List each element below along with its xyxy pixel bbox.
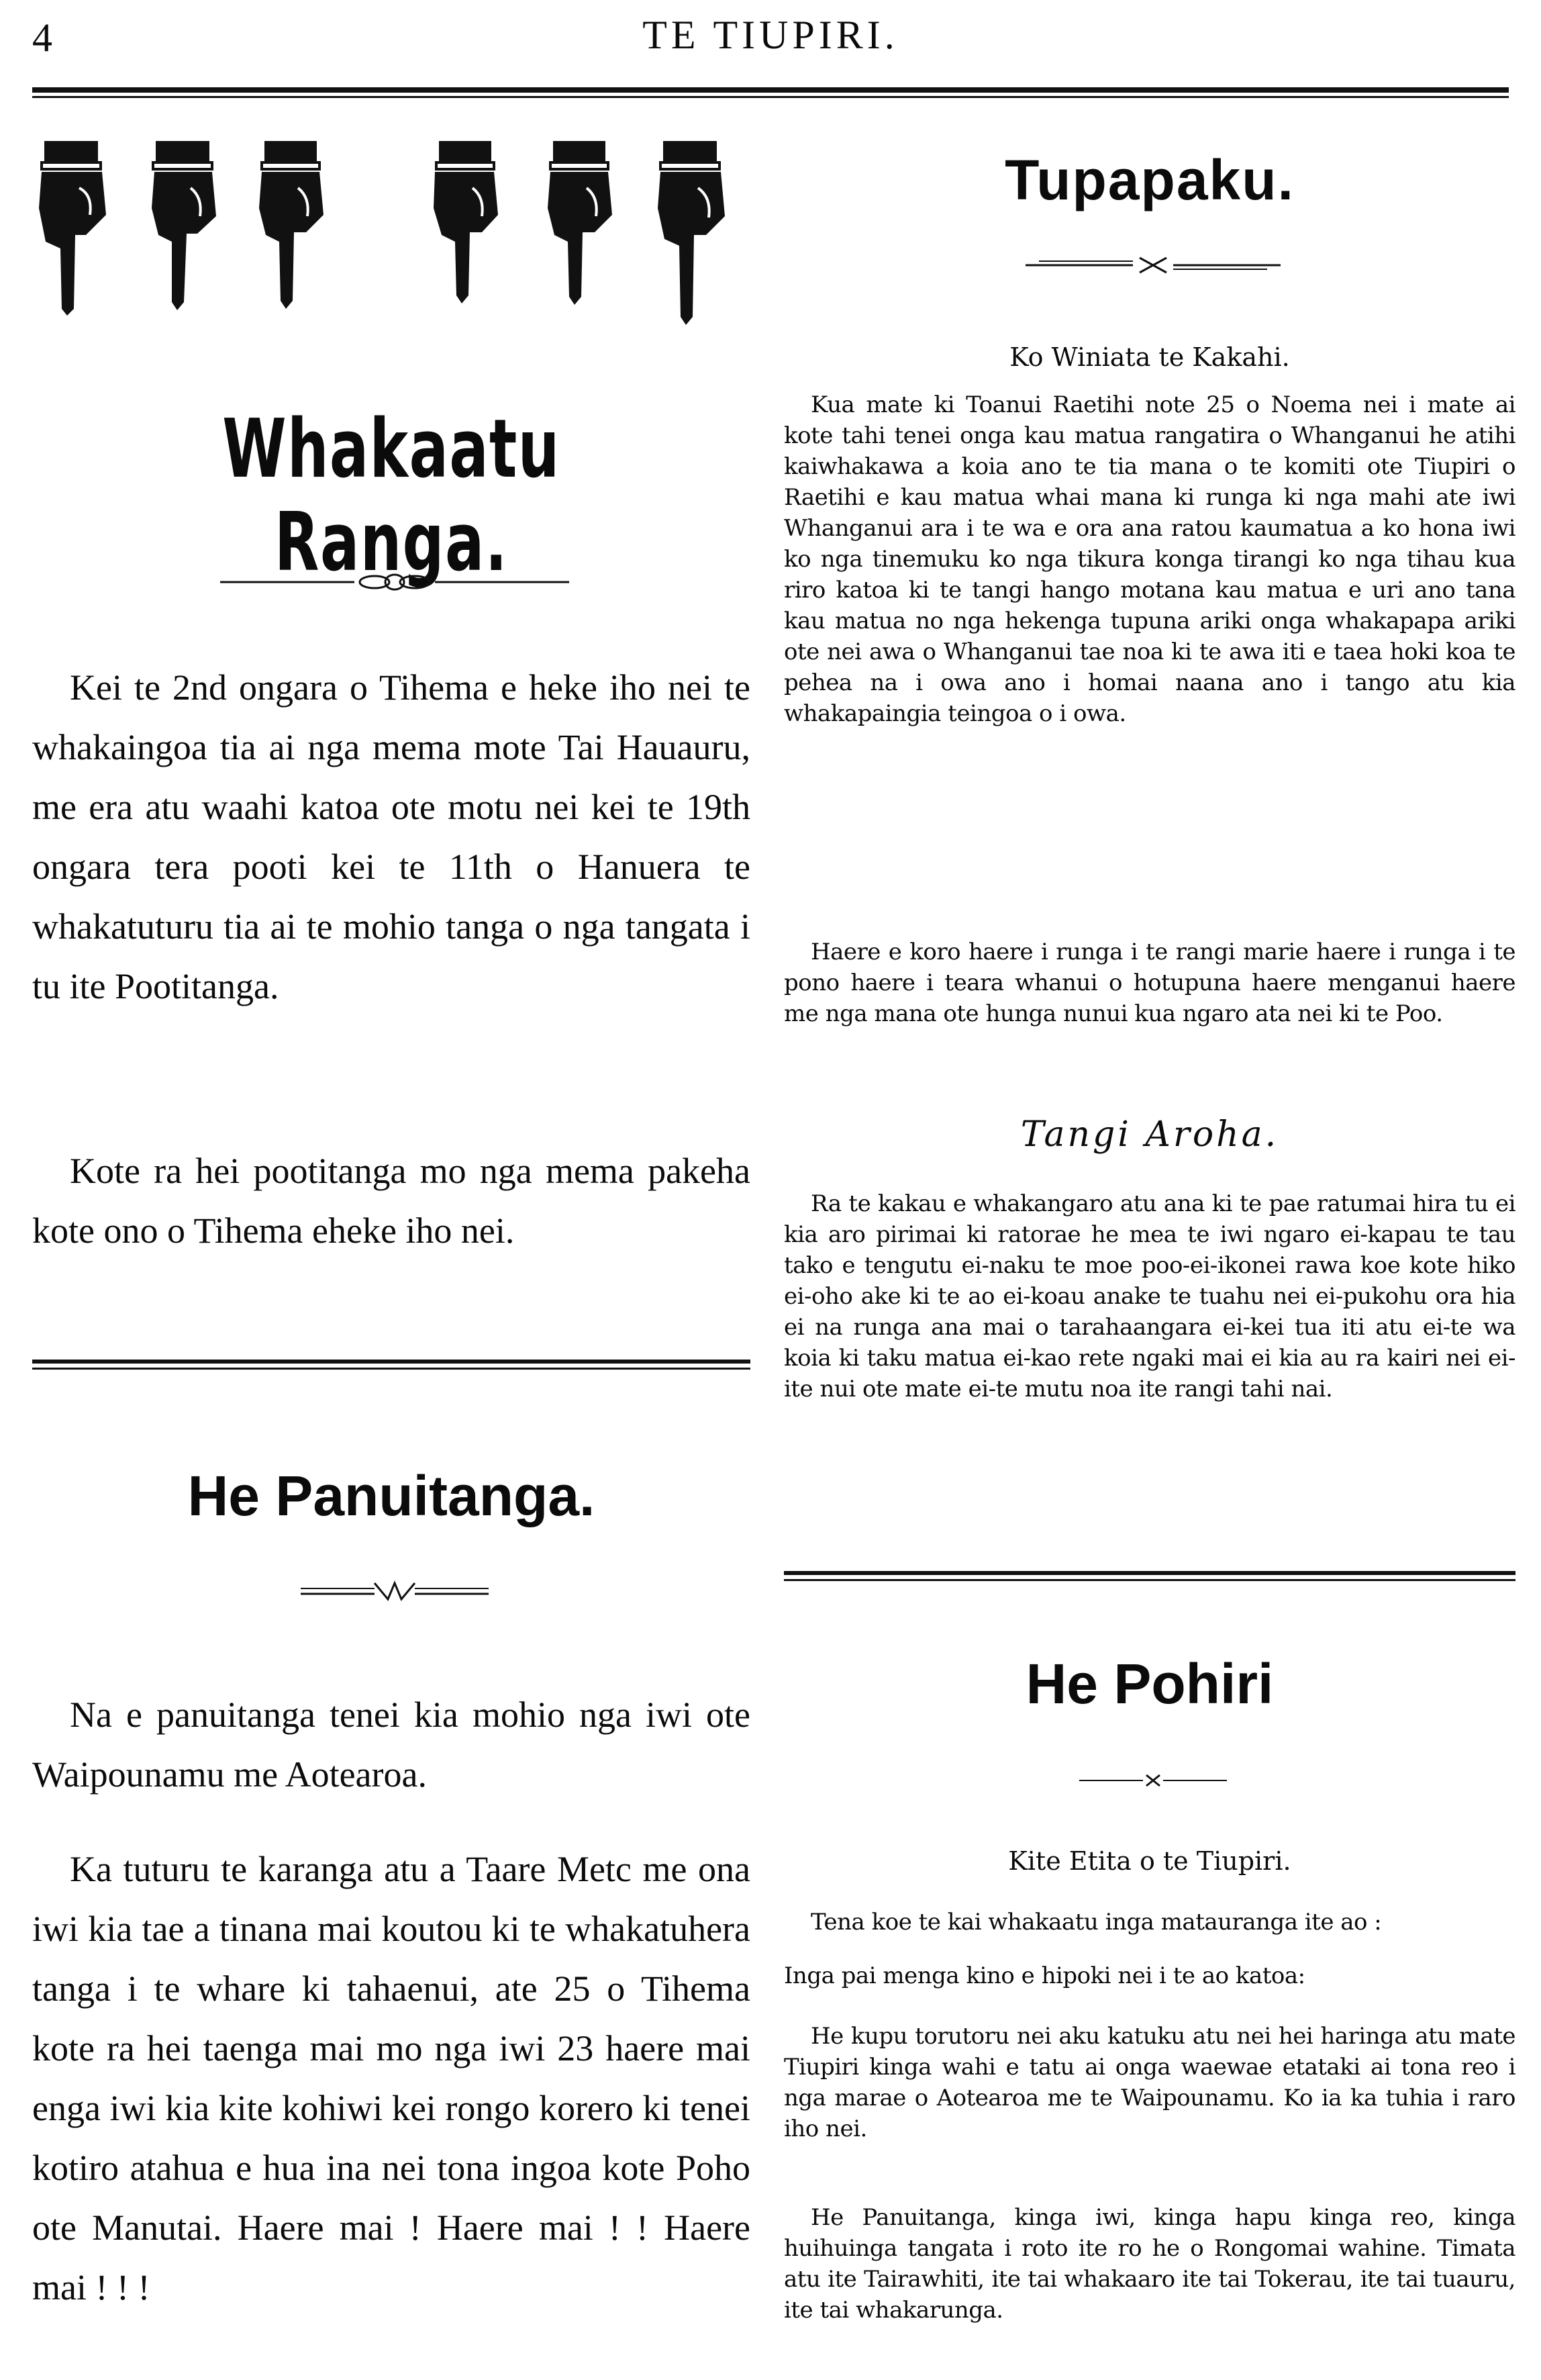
pointing-hands-row <box>32 141 750 383</box>
pointing-hand-icon <box>428 141 502 322</box>
section-title-tupapaku: Tupapaku. <box>1005 148 1295 211</box>
page-number: 4 <box>32 15 52 60</box>
panuitanga-paragraph-2: Ka tuturu te karanga atu a Taare Metc me ona iwi kia tae a tinana mai koutou ki te whakatuhera tanga i te whare ki tahaenui, ate 25 o Tihema kote ra hei taenga mai mo nga iwi 23 haere mai enga iwi kia kite kohiwi kei rongo korero ki tenei kotiro atahua e hua ina nei tona ingoa kote Poho ote Manutai. Haere mai ! Haere mai ! ! Haere mai ! ! ! <box>32 1849 750 2307</box>
pointing-hand-icon <box>650 141 730 336</box>
section-rule <box>784 1571 1515 1584</box>
pointing-hand-icon <box>146 141 220 322</box>
pointing-hand-icon <box>254 141 328 322</box>
section-title-pohiri: He Pohiri <box>1026 1652 1274 1715</box>
pohiri-paragraph-4: He Panuitanga, kinga iwi, kinga hapu kinga reo, kinga huihuinga tangata i roto ite ro he o Rongomai wahine. Timata atu ite Tairawhiti, ite tai whakaaro ite tai Tokerau, ite tai tuauru, ite tai whakarunga. <box>784 2204 1515 2324</box>
header-rule <box>32 87 1509 99</box>
pohiri-subtitle: Kite Etita o te Tiupiri. <box>1008 1846 1291 1876</box>
pointing-hand-icon <box>542 141 616 322</box>
tupapaku-paragraph-2: Haere e koro haere i runga i te rangi marie haere i runga i te pono haere i teara whanui o hotupuna haere menganui haere me nga mana ote hunga nunui kua ngaro ata nei ki te Poo. <box>784 939 1515 1027</box>
tupapaku-subtitle: Ko Winiata te Kakahi. <box>1009 342 1290 372</box>
flourish-divider <box>301 1576 489 1603</box>
tangi-aroha-heading: Tangi Aroha. <box>1020 1114 1279 1155</box>
section-rule <box>32 1360 750 1373</box>
tupapaku-paragraph-1: Kua mate ki Toanui Raetihi note 25 o Noema nei i mate ai kote tahi tenei onga kau matua rangatira o Whanganui he atihi kaiwhakawa a koia ano te tia mana o te komiti ote Tiupiri o Raetihi e kau matua whai mana ki runga ki nga mahi ate iwi Whanganui ara i te wa e ora ana ratou kaumatua a ko hona iwi ko nga tinemuku ko nga tikura konga tirangi ko nga tihau kua riro katoa ki te tangi hango motana kau matua e uri ano tana kau matua no nga hekenga tupuna ariki onga whakapapa ariki ote nei awa o Whanganui tae noa ki te awa iti e taea hoki koa te pehea na i owa ano i homai naana ano i tango atu kia whakapaingia teingoa o i owa. <box>784 391 1515 727</box>
running-head: TE TIUPIRI. <box>642 13 899 57</box>
flourish-divider <box>1026 255 1281 275</box>
panuitanga-paragraph-1: Na e panuitanga tenei kia mohio nga iwi ote Waipounamu me Aotearoa. <box>32 1695 750 1795</box>
pohiri-paragraph-1: Tena koe te kai whakaatu inga matauranga ite ao : <box>811 1909 1382 1936</box>
left-column <box>32 121 750 2370</box>
pohiri-paragraph-2: Inga pai menga kino e hipoki nei i te ao katoa: <box>784 1962 1305 1989</box>
whakaatu-paragraph-1: Kei te 2nd ongara o Tihema e heke iho nei te whakaingoa tia ai nga mema mote Tai Hauauru, me era atu waahi katoa ote motu nei kei te 19th ongara tera pooti kei te 11th o Hanuera te whakatuturu tia ai te mohio tanga o nga tangata i tu ite Pootitanga. <box>32 667 750 1006</box>
flourish-divider <box>1079 1772 1227 1789</box>
tangi-aroha-paragraph: Ra te kakau e whakangaro atu ana ki te pae ratumai hira tu ei kia aro pirimai ki ratorae he mea te iwi ngaro ei-kapau te tau tako e tengutu ei-naku te moe poo-ei-ikonei rawa koe kote hiko ei-oho ake ki te ao ei-koau anake te tuahu nei ei-pukohu ora hia ei na runga ana mai o tarahaangara ei-kei tua iti atu ei-te wa koia ki taku matua ei-kao rete ngaki mai ei kia au ra kairi nei ei-ite nui ote mate ei-te mutu noa ite rangi tahi nai. <box>784 1190 1515 1402</box>
pointing-hand-icon <box>32 141 113 322</box>
section-title-whakaatu: Whakaatu Ranga. <box>222 403 560 589</box>
section-title-panuitanga: He Panuitanga. <box>187 1464 595 1527</box>
flourish-divider <box>220 572 569 592</box>
pohiri-paragraph-3: He kupu torutoru nei aku katuku atu nei hei haringa atu mate Tiupiri kinga wahi e tatu ai onga waewae etataki ai tona reo i nga marae o Aotearoa me te Waipounamu. Ko ia ka tuhia i raro iho nei. <box>784 2023 1515 2142</box>
right-column <box>784 121 1515 2370</box>
whakaatu-paragraph-2: Kote ra hei pootitanga mo nga mema pakeha kote ono o Tihema eheke iho nei. <box>32 1151 750 1251</box>
